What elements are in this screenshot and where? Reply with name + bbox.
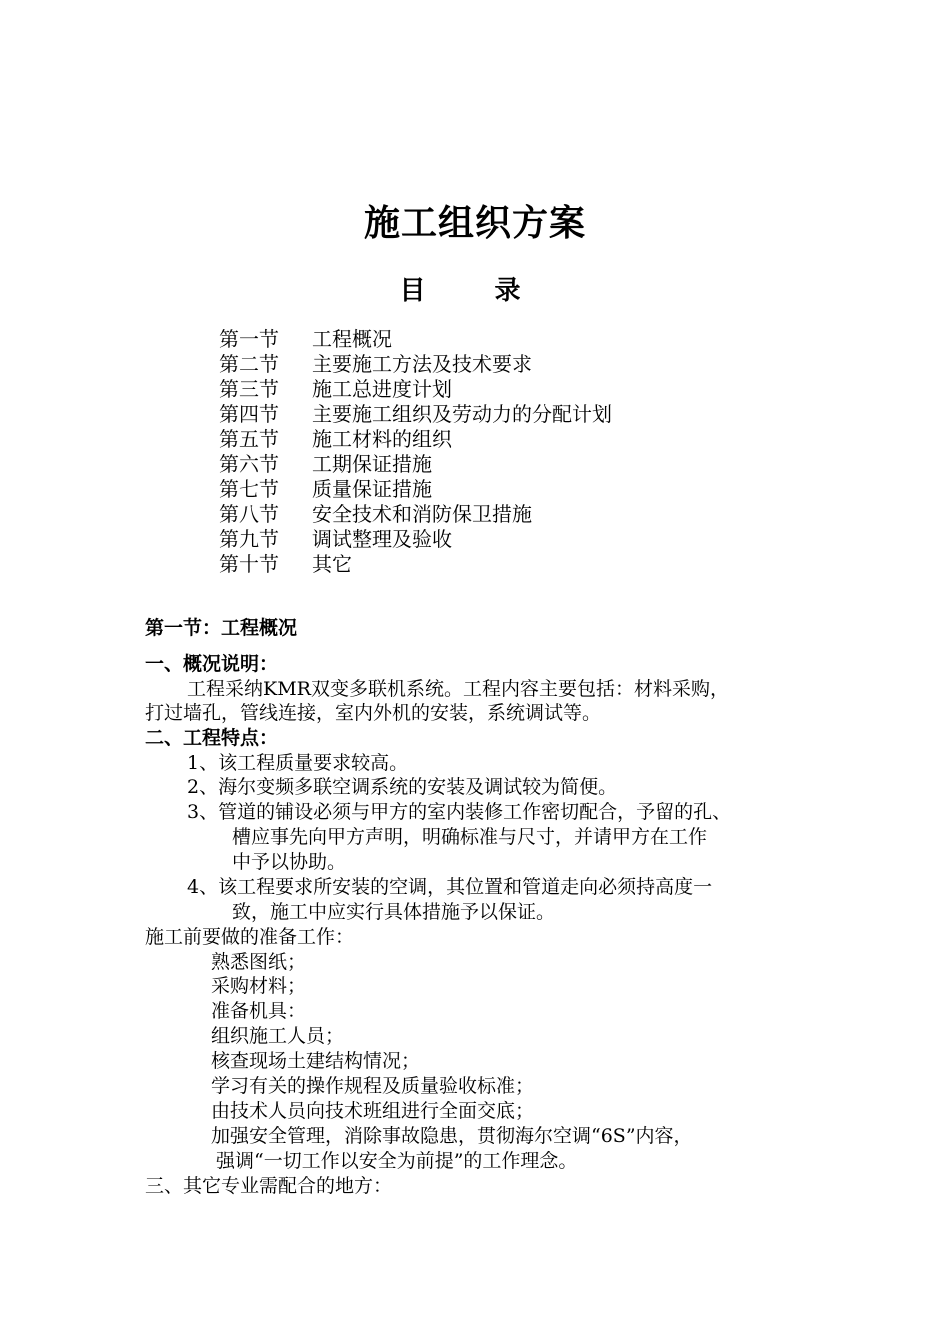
toc-item-number: 第八节 <box>219 502 279 526</box>
toc-item-number: 第七节 <box>219 477 279 501</box>
toc-item <box>219 527 612 552</box>
toc-heading: 目 录 <box>399 276 551 306</box>
document-title: 施工组织方案 <box>363 202 586 244</box>
preparation-item: 准备机具： <box>211 1000 307 1022</box>
preparation-item: 采购材料； <box>211 975 307 997</box>
toc-item <box>219 377 612 402</box>
toc-item-title: 其它 <box>312 552 352 576</box>
toc-item-title: 主要施工组织及劳动力的分配计划 <box>312 402 612 426</box>
feature-item: 3、管道的铺设必须与甲方的室内装修工作密切配合，予留的孔、 <box>187 801 732 823</box>
preparation-item: 由技术人员向技术班组进行全面交底； <box>211 1100 535 1122</box>
toc-item-title: 主要施工方法及技术要求 <box>312 352 532 376</box>
feature-item-continuation: 槽应事先向甲方声明，明确标准与尺寸，并请甲方在工作 <box>232 826 708 848</box>
toc-item <box>219 502 612 527</box>
other-heading: 三、其它专业需配合的地方： <box>145 1175 393 1197</box>
preparation-heading: 施工前要做的准备工作： <box>145 926 355 948</box>
toc-item <box>219 477 612 502</box>
preparation-item: 加强安全管理，消除事故隐患，贯彻海尔空调“6S”内容， <box>211 1125 693 1147</box>
toc-item-title: 工期保证措施 <box>312 452 432 476</box>
toc-item <box>219 402 612 427</box>
feature-item-continuation: 致，施工中应实行具体措施予以保证。 <box>232 901 556 923</box>
toc-item-title: 安全技术和消防保卫措施 <box>312 502 532 526</box>
toc-item-number: 第四节 <box>219 402 279 426</box>
toc-item-title: 工程概况 <box>312 327 392 351</box>
preparation-item: 组织施工人员； <box>211 1025 345 1047</box>
features-heading: 二、工程特点： <box>145 727 279 749</box>
toc-item-number: 第十节 <box>219 552 279 576</box>
toc-item-number: 第六节 <box>219 452 279 476</box>
preparation-item: 学习有关的操作规程及质量验收标准； <box>211 1075 535 1097</box>
overview-paragraph-line: 工程采纳KMR双变多联机系统。工程内容主要包括：材料采购， <box>187 678 729 700</box>
toc-item-title: 施工材料的组织 <box>312 427 452 451</box>
toc-item-number: 第五节 <box>219 427 279 451</box>
toc-item-number: 第一节 <box>219 327 279 351</box>
toc-item-title: 调试整理及验收 <box>312 527 452 551</box>
feature-item: 1、该工程质量要求较高。 <box>187 752 409 774</box>
toc-item-number: 第二节 <box>219 352 279 376</box>
toc-item <box>219 427 612 452</box>
toc-item-number: 第九节 <box>219 527 279 551</box>
overview-heading: 一、概况说明： <box>145 653 279 675</box>
overview-paragraph-line: 打过墙孔，管线连接，室内外机的安装，系统调试等。 <box>145 702 602 724</box>
preparation-item: 熟悉图纸； <box>211 951 307 973</box>
toc-item <box>219 352 612 377</box>
toc-item-number: 第三节 <box>219 377 279 401</box>
feature-item: 2、海尔变频多联空调系统的安装及调试较为简便。 <box>187 776 618 798</box>
section-heading: 第一节：工程概况 <box>145 617 298 639</box>
toc-item <box>219 552 612 577</box>
toc-item <box>219 327 612 352</box>
toc-item-title: 施工总进度计划 <box>312 377 452 401</box>
preparation-item: 核查现场土建结构情况； <box>211 1050 421 1072</box>
feature-item-continuation: 中予以协助。 <box>232 851 347 873</box>
feature-item: 4、该工程要求所安装的空调，其位置和管道走向必须持高度一 <box>187 876 713 898</box>
toc-item-title: 质量保证措施 <box>312 477 432 501</box>
toc-item <box>219 452 612 477</box>
table-of-contents <box>219 327 612 577</box>
preparation-item-continuation: 强调“一切工作以安全为前提”的工作理念。 <box>216 1150 578 1172</box>
